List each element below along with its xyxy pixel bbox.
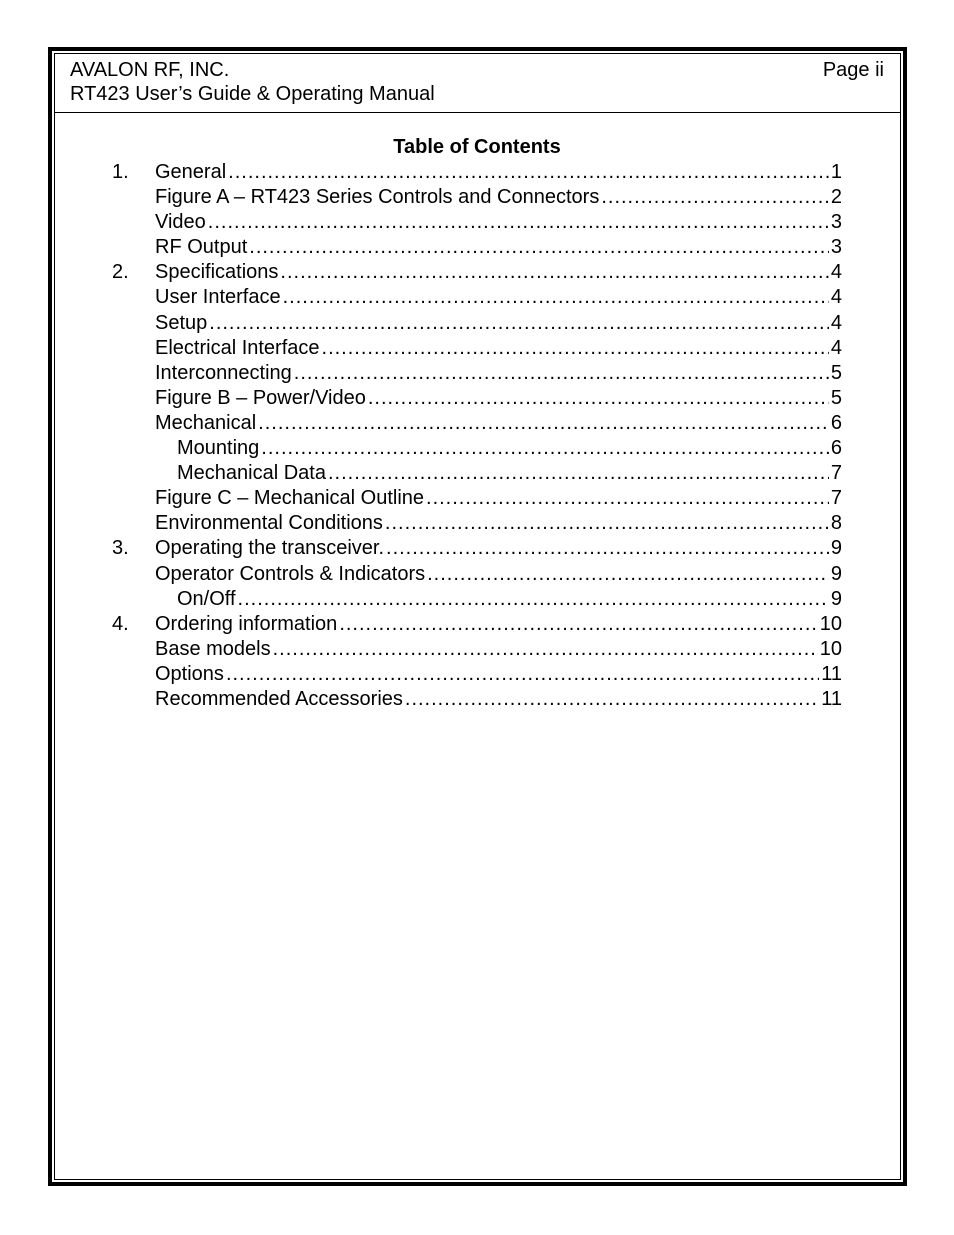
toc-entry-page: 4 (830, 286, 842, 309)
toc-entry[interactable] (112, 235, 842, 260)
toc-dot-leader (249, 235, 829, 260)
toc-entry-page: 7 (830, 487, 842, 510)
toc-entry[interactable] (112, 260, 842, 285)
toc-entry-label: Base models (155, 637, 271, 660)
toc-entry[interactable] (112, 662, 842, 687)
toc-entry-label: Environmental Conditions (155, 512, 383, 535)
toc-entry-number: 3. (112, 537, 129, 560)
company-name: AVALON RF, INC. (70, 59, 230, 81)
page-number: Page ii (822, 59, 884, 81)
toc-entry-label: Figure C – Mechanical Outline (155, 487, 425, 510)
toc-entry[interactable] (112, 436, 842, 461)
toc-entry-label: On/Off (177, 587, 236, 610)
toc-dot-leader (261, 436, 829, 461)
toc-dot-leader (294, 361, 829, 386)
toc-dot-leader (228, 160, 829, 185)
toc-entry-page: 10 (819, 612, 842, 635)
toc-dot-leader (601, 185, 829, 210)
toc-entry[interactable] (112, 285, 842, 310)
toc-entry-page: 9 (830, 587, 842, 610)
toc-entry-page: 2 (830, 186, 842, 209)
toc-entry[interactable] (112, 311, 842, 336)
toc-dot-leader (385, 511, 829, 536)
toc-entry-label: Options (155, 662, 224, 685)
toc-entry-label: Video (155, 211, 206, 234)
toc-entry[interactable] (112, 336, 842, 361)
toc-dot-leader (386, 536, 829, 561)
toc-dot-leader (427, 562, 829, 587)
toc-entry-page: 6 (830, 437, 842, 460)
toc-entry[interactable] (112, 386, 842, 411)
toc-entry-page: 7 (830, 462, 842, 485)
toc-entry-page: 6 (830, 411, 842, 434)
toc-entry-label: Recommended Accessories (155, 687, 403, 710)
toc-entry-label: RF Output (155, 236, 248, 259)
toc-title: Table of Contents (393, 136, 561, 158)
toc-entry-page: 9 (830, 562, 842, 585)
toc-dot-leader (208, 210, 829, 235)
toc-entry-label: Figure B – Power/Video (155, 386, 366, 409)
toc-entry-label: Interconnecting (155, 361, 292, 384)
toc-dot-leader (322, 336, 829, 361)
toc-dot-leader (368, 386, 829, 411)
toc-entry-page: 9 (830, 537, 842, 560)
toc-entry[interactable] (112, 637, 842, 662)
toc-entry-label: Operating the transceiver. (155, 537, 385, 560)
toc-entry[interactable] (112, 562, 842, 587)
toc-entry[interactable] (112, 612, 842, 637)
toc-entry-label: Mounting (177, 437, 260, 460)
toc-entry-label: Operator Controls & Indicators (155, 562, 426, 585)
toc-entry[interactable] (112, 461, 842, 486)
toc-entry[interactable] (112, 511, 842, 536)
toc-entry-label: Figure A – RT423 Series Controls and Connectors (155, 186, 600, 209)
toc-entry-label: Setup (155, 311, 208, 334)
toc-entry[interactable] (112, 185, 842, 210)
toc-entry-page: 4 (830, 336, 842, 359)
toc-entry-page: 4 (830, 311, 842, 334)
toc-entry-number: 2. (112, 261, 129, 284)
toc-dot-leader (328, 461, 829, 486)
toc-entry-page: 5 (830, 386, 842, 409)
toc-dot-leader (226, 662, 819, 687)
toc-entry-label: Mechanical (155, 411, 257, 434)
toc-entry-page: 3 (830, 236, 842, 259)
toc-entry-page: 8 (830, 512, 842, 535)
toc-dot-leader (339, 612, 817, 637)
toc-entry-page: 11 (821, 687, 842, 710)
toc-entry-page: 5 (830, 361, 842, 384)
toc-entry[interactable] (112, 411, 842, 436)
toc-entry[interactable] (112, 687, 842, 712)
table-of-contents (112, 160, 842, 712)
toc-entry-page: 10 (819, 637, 842, 660)
toc-dot-leader (258, 411, 829, 436)
toc-entry[interactable] (112, 361, 842, 386)
toc-entry[interactable] (112, 536, 842, 561)
toc-entry-page: 1 (830, 161, 842, 183)
page-header (55, 54, 900, 113)
toc-entry-page: 4 (830, 261, 842, 284)
toc-entry-label: Ordering information (155, 612, 338, 635)
toc-entry[interactable] (112, 210, 842, 235)
toc-entry-number: 4. (112, 612, 129, 635)
toc-dot-leader (273, 637, 818, 662)
toc-entry-label: General (155, 161, 227, 183)
toc-entry[interactable] (112, 160, 842, 185)
toc-entry-label: Electrical Interface (155, 336, 320, 359)
toc-dot-leader (280, 260, 828, 285)
manual-title: RT423 User’s Guide & Operating Manual (70, 83, 435, 105)
toc-entry-number: 1. (112, 161, 129, 183)
toc-entry[interactable] (112, 486, 842, 511)
toc-dot-leader (209, 311, 829, 336)
toc-dot-leader (426, 486, 829, 511)
toc-dot-leader (283, 285, 829, 310)
toc-entry-label: Mechanical Data (177, 462, 326, 485)
toc-entry-label: Specifications (155, 261, 279, 284)
toc-entry[interactable] (112, 587, 842, 612)
toc-dot-leader (238, 587, 829, 612)
toc-dot-leader (405, 687, 819, 712)
toc-entry-label: User Interface (155, 286, 281, 309)
toc-entry-page: 11 (821, 662, 842, 685)
toc-entry-page: 3 (830, 211, 842, 234)
